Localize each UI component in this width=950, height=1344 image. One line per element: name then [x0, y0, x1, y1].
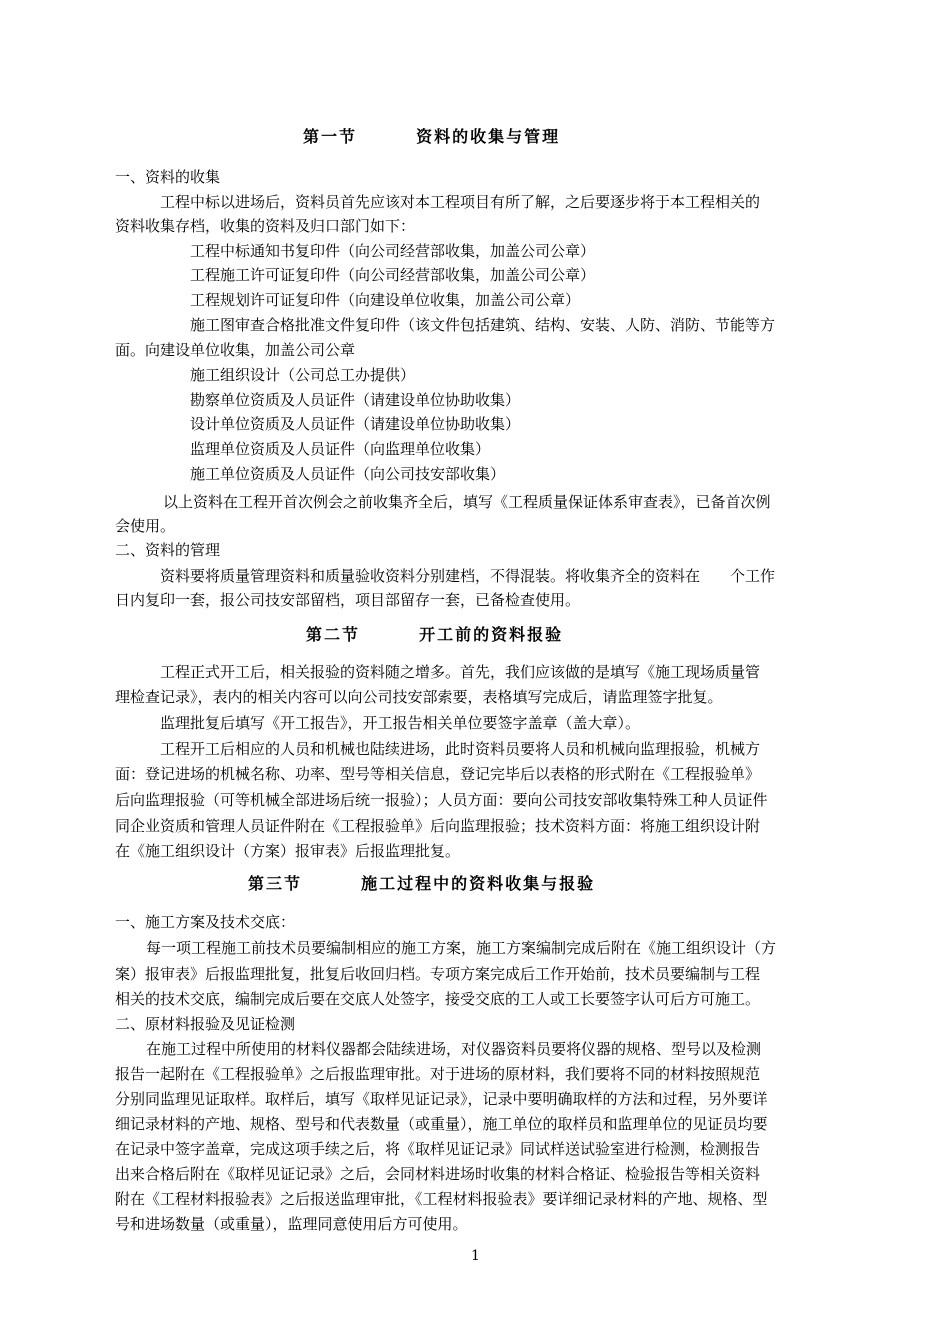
subheading: 一、资料的收集	[115, 168, 221, 186]
list-item: 工程规划许可证复印件（向建设单位收集，加盖公司公章）	[190, 291, 581, 309]
list-item-continuation: 面。向建设单位收集，加盖公司公章	[115, 341, 356, 359]
section-heading	[303, 124, 560, 147]
subheading: 二、原材料报验及见证检测	[115, 1015, 296, 1033]
list-item: 勘察单位资质及人员证件（请建设单位协助收集）	[190, 391, 521, 409]
list-item: 工程施工许可证复印件（向公司经营部收集，加盖公司公章）	[190, 266, 596, 284]
section-heading-number: 第三节	[248, 874, 303, 893]
paragraph-line: 报告一起附在《工程报验单》之后报监理审批。对于进场的原材料，我们要将不同的材料按照规范	[115, 1065, 761, 1083]
list-item: 工程中标通知书复印件（向公司经营部收集，加盖公司公章）	[190, 242, 596, 260]
paragraph-line: 会使用。	[115, 517, 176, 535]
paragraph-line: 后向监理报验（可等机械全部进场后统一报验）；人员方面：要向公司技安部收集特殊工种人员证件	[115, 791, 768, 809]
paragraph-line: 每一项工程施工前技术员要编制相应的施工方案，施工方案编制完成后附在《施工组织设计（方	[146, 939, 777, 957]
section-heading-title: 资料的收集与管理	[416, 127, 561, 146]
paragraph-line: 理检查记录》，表内的相关内容可以向公司技安部索要，表格填写完成后，请监理签字批复。	[115, 688, 723, 706]
subheading: 二、资料的管理	[115, 541, 221, 559]
list-item: 施工单位资质及人员证件（向公司技安部收集）	[190, 465, 506, 483]
paragraph-line: 细记录材料的产地、规格、型号和代表数量（或重量），施工单位的取样员和监理单位的见证员均要	[115, 1115, 768, 1133]
paragraph-line: 在《施工组织设计（方案）报审表》后报监理批复。	[115, 842, 461, 860]
paragraph-line: 资料收集存档，收集的资料及归口部门如下：	[115, 217, 416, 235]
subheading: 一、施工方案及技术交底：	[115, 913, 296, 931]
section-heading	[306, 622, 563, 645]
list-item: 监理单位资质及人员证件（向监理单位收集）	[190, 440, 491, 458]
section-heading-title: 施工过程中的资料收集与报验	[361, 874, 596, 893]
list-item: 施工组织设计（公司总工办提供）	[190, 366, 416, 384]
section-heading-number: 第一节	[303, 127, 358, 146]
paragraph-line: 分别同监理见证取样。取样后，填写《取样见证记录》，记录中要明确取样的方法和过程，另外要详	[115, 1090, 768, 1108]
paragraph-line: 出来合格后附在《取样见证记录》之后，会同材料进场时收集的材料合格证、检验报告等相关资料	[115, 1165, 761, 1183]
paragraph-line: 工程正式开工后，相关报验的资料随之增多。首先，我们应该做的是填写《施工现场质量管	[160, 663, 761, 681]
page-number: 1	[471, 1248, 480, 1264]
paragraph-line: 工程开工后相应的人员和机械也陆续进场，此时资料员要将人员和机械向监理报验，机械方	[160, 740, 761, 758]
list-item: 施工图审查合格批准文件复印件（该文件包括建筑、结构、安装、人防、消防、节能等方	[190, 316, 776, 334]
list-item: 设计单位资质及人员证件（请建设单位协助收集）	[190, 415, 521, 433]
paragraph-line: 案）报审表》后报监理批复，批复后收回归档。专项方案完成后工作开始前，技术员要编制与工程	[115, 965, 761, 983]
paragraph-line: 面：登记进场的机械名称、功率、型号等相关信息，登记完毕后以表格的形式附在《工程报验单》	[115, 765, 761, 783]
paragraph-line: 监理批复后填写《开工报告》，开工报告相关单位要签字盖章（盖大章）。	[160, 714, 641, 732]
paragraph-line: 资料要将质量管理资料和质量验收资料分别建档，不得混装。将收集齐全的资料在 个工作	[160, 567, 776, 585]
paragraph-line: 附在《工程材料报验表》之后报送监理审批，《工程材料报验表》要详细记录材料的产地、规格、型	[115, 1190, 768, 1208]
paragraph-line: 日内复印一套，报公司技安部留档，项目部留存一套，已备检查使用。	[115, 591, 581, 609]
section-heading	[248, 871, 595, 894]
paragraph-line: 相关的技术交底，编制完成后要在交底人处签字，接受交底的工人或工长要签字认可后方可施工。	[115, 990, 761, 1008]
paragraph-line: 以上资料在工程开首次例会之前收集齐全后，填写《工程质量保证体系审查表》，已备首次例	[163, 493, 771, 511]
section-heading-title: 开工前的资料报验	[419, 625, 564, 644]
section-heading-number: 第二节	[306, 625, 361, 644]
paragraph-line: 在施工过程中所使用的材料仪器都会陆续进场，对仪器资料员要将仪器的规格、型号以及检测	[146, 1040, 762, 1058]
paragraph-line: 号和进场数量（或重量），监理同意使用后方可使用。	[115, 1215, 468, 1233]
paragraph-line: 工程中标以进场后，资料员首先应该对本工程项目有所了解，之后要逐步将于本工程相关的	[160, 193, 761, 211]
paragraph-line: 同企业资质和管理人员证件附在《工程报验单》后向监理报验；技术资料方面：将施工组织设计附	[115, 817, 761, 835]
paragraph-line: 在记录中签字盖章，完成这项手续之后，将《取样见证记录》同试样送试验室进行检测，检测报告	[115, 1140, 761, 1158]
